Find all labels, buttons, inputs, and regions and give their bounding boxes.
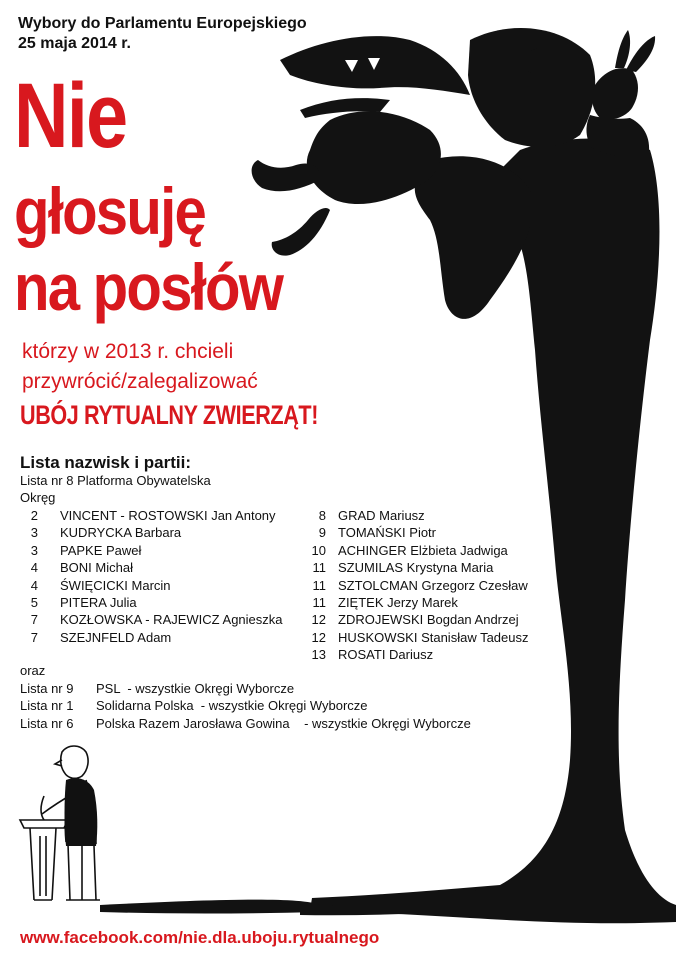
- district-number: 12: [311, 629, 326, 645]
- candidate-row: [310, 594, 458, 611]
- headline-line-1: Nie: [14, 65, 127, 167]
- candidate-row: [20, 594, 137, 611]
- district-number: 9: [318, 525, 326, 541]
- event-title: Wybory do Parlamentu Europejskiego: [18, 15, 307, 32]
- other-list-row: [20, 680, 294, 697]
- candidate-name: BONI Michał: [60, 560, 133, 576]
- district-number: 2: [30, 508, 38, 523]
- candidate-name: SZEJNFELD Adam: [60, 629, 172, 645]
- candidate-row: [310, 577, 528, 594]
- event-date: 25 maja 2014 r.: [18, 35, 131, 52]
- candidate-name: KOZŁOWSKA - RAJEWICZ Agnieszka: [60, 612, 283, 628]
- candidate-row: [310, 507, 425, 524]
- candidate-row: [310, 524, 436, 541]
- candidate-row: [310, 629, 529, 646]
- district-number: 4: [30, 560, 38, 576]
- other-list-row: [20, 697, 368, 714]
- subtitle-line-1: którzy w 2013 r. chcieli: [22, 340, 234, 363]
- district-number: 5: [30, 595, 38, 610]
- candidate-name: ZIĘTEK Jerzy Marek: [338, 595, 458, 610]
- list-intro: Lista nr 8 Platforma Obywatelska: [20, 473, 211, 488]
- candidate-row: [20, 629, 171, 646]
- list-description: PSL - wszystkie Okręgi Wyborcze: [96, 681, 295, 696]
- district-number: 12: [311, 612, 326, 628]
- okreg-label: Okręg: [20, 490, 56, 505]
- candidate-name: HUSKOWSKI Stanisław Tadeusz: [338, 629, 529, 645]
- headline-line-3: na posłów: [14, 250, 283, 324]
- district-number: 10: [311, 542, 326, 558]
- candidate-row: [310, 611, 519, 628]
- district-number: 8: [318, 508, 326, 523]
- candidate-name: GRAD Mariusz: [338, 508, 425, 523]
- footer-url[interactable]: www.facebook.com/nie.dla.uboju.rytualnego: [20, 928, 380, 947]
- district-number: 13: [311, 647, 326, 663]
- oraz-label: oraz: [20, 663, 46, 678]
- candidate-row: [310, 542, 508, 559]
- district-number: 3: [30, 525, 38, 541]
- candidate-name: ACHINGER Elżbieta Jadwiga: [338, 542, 508, 558]
- candidate-name: TOMAŃSKI Piotr: [338, 525, 437, 541]
- candidate-name: ŚWIĘCICKI Marcin: [60, 577, 171, 593]
- other-list-row: [20, 715, 471, 732]
- candidate-row: [310, 646, 433, 663]
- candidate-row: [20, 611, 283, 628]
- district-number: 3: [30, 542, 38, 558]
- candidate-row: [310, 559, 493, 576]
- slogan: UBÓJ RYTUALNY ZWIERZĄT!: [20, 400, 318, 430]
- headline-line-2: głosuję: [14, 174, 206, 248]
- district-number: 7: [30, 629, 38, 645]
- candidate-name: VINCENT - ROSTOWSKI Jan Antony: [60, 508, 276, 523]
- candidate-name: ROSATI Dariusz: [338, 647, 434, 663]
- list-number-label: Lista nr 1: [20, 698, 74, 714]
- candidate-row: [20, 507, 276, 524]
- candidate-row: [20, 559, 133, 576]
- candidate-row: [20, 542, 141, 559]
- district-number: 11: [312, 595, 326, 610]
- district-number: 4: [30, 577, 38, 593]
- candidate-name: SZTOLCMAN Grzegorz Czesław: [338, 577, 528, 593]
- district-number: 11: [312, 577, 326, 593]
- district-number: 7: [30, 612, 38, 628]
- candidate-name: SZUMILAS Krystyna Maria: [338, 560, 494, 576]
- candidate-row: [20, 524, 181, 541]
- candidate-row: [20, 577, 171, 594]
- subtitle-line-2: przywrócić/zalegalizować: [22, 370, 258, 393]
- list-description: Polska Razem Jarosława Gowina - wszystkie Okręgi Wyborcze: [96, 715, 471, 731]
- event-header: [18, 14, 307, 54]
- list-description: Solidarna Polska - wszystkie Okręgi Wyborcze: [96, 698, 368, 714]
- list-title: Lista nazwisk i partii:: [20, 453, 191, 472]
- candidate-name: ZDROJEWSKI Bogdan Andrzej: [338, 612, 519, 628]
- candidate-name: PITERA Julia: [60, 595, 137, 610]
- list-number-label: Lista nr 6: [20, 715, 74, 731]
- candidate-name: KUDRYCKA Barbara: [60, 525, 182, 541]
- district-number: 11: [312, 560, 326, 576]
- candidate-name: PAPKE Paweł: [60, 542, 142, 558]
- list-number-label: Lista nr 9: [20, 681, 74, 696]
